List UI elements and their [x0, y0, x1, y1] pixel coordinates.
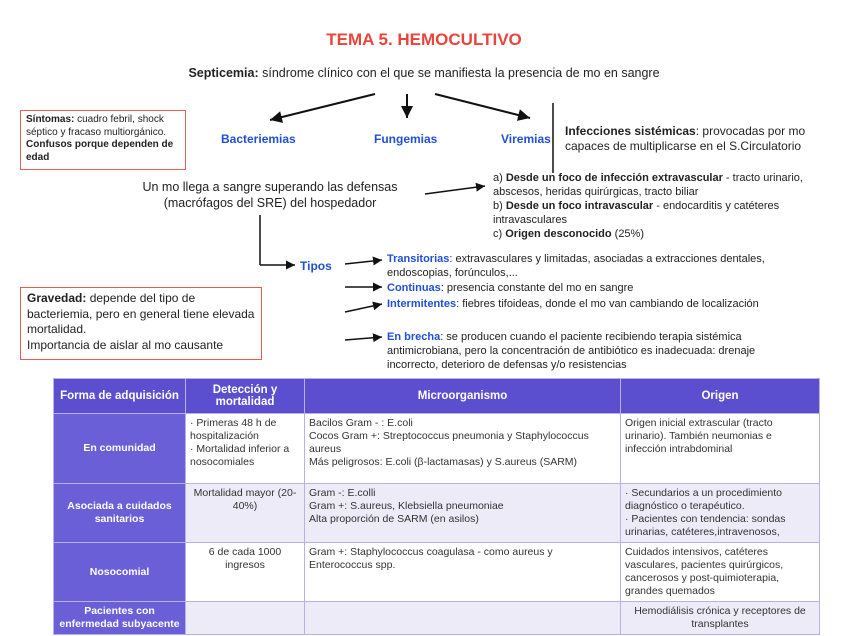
row-deteccion: 6 de cada 1000 ingresos: [186, 543, 305, 602]
header-forma: Forma de adquisición: [54, 379, 186, 414]
transitorias-label: Transitorias: [387, 253, 450, 265]
table-row: [54, 484, 820, 543]
gravedad-line2: Importancia de aislar al mo causante: [27, 337, 224, 352]
transitorias-text: : extravasculares y limitadas, asociadas a extracciones dentales, endoscopias, forúnculos,...: [387, 253, 765, 279]
septicemia-label: Septicemia:: [188, 66, 259, 80]
table-row: [54, 414, 820, 484]
origen-item-c: c) Origen desconocido (25%): [493, 228, 644, 240]
arrow-transitorias: [345, 260, 382, 264]
intermitentes-label: Intermitentes: [387, 298, 457, 310]
row-origen: Origen inicial extrascular (tracto urinario). También neumonias e infección intrabdominal: [621, 414, 820, 484]
table-header-row: [54, 379, 820, 414]
brecha-label: En brecha: [387, 331, 441, 343]
infecciones-label: Infecciones sistémicas: [565, 124, 696, 138]
arrow-to-origen: [425, 186, 485, 194]
bacteriemias-label: Bacteriemias: [221, 132, 296, 146]
mo-sangre-line1: Un mo llega a sangre superando las defensas: [142, 180, 398, 194]
gravedad-text: depende del tipo de bacteriemia, pero en general tiene elevada mortalidad.: [27, 291, 255, 336]
viremias-label: Viremias: [501, 132, 551, 146]
adquisicion-table: [53, 378, 820, 635]
sintomas-text: cuadro febril, shock séptico y fracaso multiorgánico.: [26, 114, 167, 138]
arrow-brecha: [345, 337, 382, 340]
sintomas-label: Síntomas:: [26, 114, 75, 125]
header-deteccion: Detección y mortalidad: [186, 379, 305, 414]
tipo-continuas: [387, 281, 807, 295]
arrow-to-bacteriemias: [270, 94, 375, 120]
header-microorganismo: Microorganismo: [305, 379, 621, 414]
sintomas-bold: Confusos porque dependen de edad: [26, 139, 174, 163]
row-origen: · Secundarios a un procedimiento diagnóstico o terapéutico. · Pacientes con tendencia: sondas urinarias, catéteres,intravenosos,: [621, 484, 820, 543]
mo-sangre-line2: (macrófagos del SRE) del hospedador: [163, 196, 377, 210]
row-deteccion: [186, 602, 305, 635]
gravedad-box: [20, 287, 262, 360]
arrow-intermitentes: [345, 304, 382, 312]
tipo-intermitentes: [387, 297, 767, 311]
tipo-transitorias: [387, 252, 787, 280]
fungemias-label: Fungemias: [374, 132, 438, 146]
continuas-label: Continuas: [387, 282, 441, 294]
row-microorganismo: Gram -: E.colli Gram +: S.aureus, Klebsiella pneumoniae Alta proporción de SARM (en asilos): [305, 484, 621, 543]
origen-item-b: b) Desde un foco intravascular - endocarditis y catéteres intravasculares: [493, 200, 780, 226]
row-origen: Hemodiálisis crónica y receptores de transplantes: [621, 602, 820, 635]
origen-list: [493, 171, 828, 241]
continuas-text: : presencia constante del mo en sangre: [440, 282, 634, 294]
row-forma: Pacientes con enfermedad subyacente: [54, 602, 186, 635]
mo-sangre-text: [120, 179, 420, 211]
infecciones-sistemicas: [565, 124, 835, 154]
gravedad-label: Gravedad:: [27, 291, 87, 305]
sintomas-box: [20, 110, 186, 170]
row-deteccion: Mortalidad mayor (20-40%): [186, 484, 305, 543]
row-microorganismo: [305, 602, 621, 635]
row-forma: En comunidad: [54, 414, 186, 484]
row-microorganismo: Gram +: Staphylococcus coagulasa - como aureus y Enterococcus spp.: [305, 543, 621, 602]
header-origen: Origen: [621, 379, 820, 414]
septicemia-text: síndrome clínico con el que se manifiesta la presencia de mo en sangre: [258, 66, 660, 80]
arrow-to-viremias: [435, 94, 530, 118]
table-row: [54, 543, 820, 602]
origen-item-a: a) Desde un foco de infección extravascular - tracto urinario, abscesos, heridas quirúrgicas, tracto biliar: [493, 172, 803, 198]
row-microorganismo: Bacilos Gram - : E.coli Cocos Gram +: Streptococcus pneumonia y Staphylococcus aureus Más peligrosos: E.coli (β-lactamasas) y S.aureus (SARM): [305, 414, 621, 484]
page-title: TEMA 5. HEMOCULTIVO: [326, 30, 522, 49]
row-forma: Nosocomial: [54, 543, 186, 602]
tipos-label: Tipos: [300, 259, 332, 273]
row-deteccion: · Primeras 48 h de hospitalización · Mortalidad inferior a nosocomiales: [186, 414, 305, 484]
infecciones-text: : provocadas por mo capaces de multiplicarse en el S.Circulatorio: [565, 124, 806, 153]
brecha-text: : se producen cuando el paciente recibiendo terapia sistémica antimicrobiana, pero la concentración de antibiótico es inadecuada: drenaje incorrecto, deterioro de defensas y/o resistencias: [387, 331, 756, 371]
table-row: [54, 602, 820, 635]
row-origen: Cuidados intensivos, catéteres vasculares, pacientes quirúrgicos, cancerosos y post-quimioterapia, grandes quemados: [621, 543, 820, 602]
row-forma: Asociada a cuidados sanitarios: [54, 484, 186, 543]
intermitentes-text: : fiebres tifoideas, donde el mo van cambiando de localización: [456, 298, 759, 310]
tipo-en-brecha: [387, 330, 787, 372]
